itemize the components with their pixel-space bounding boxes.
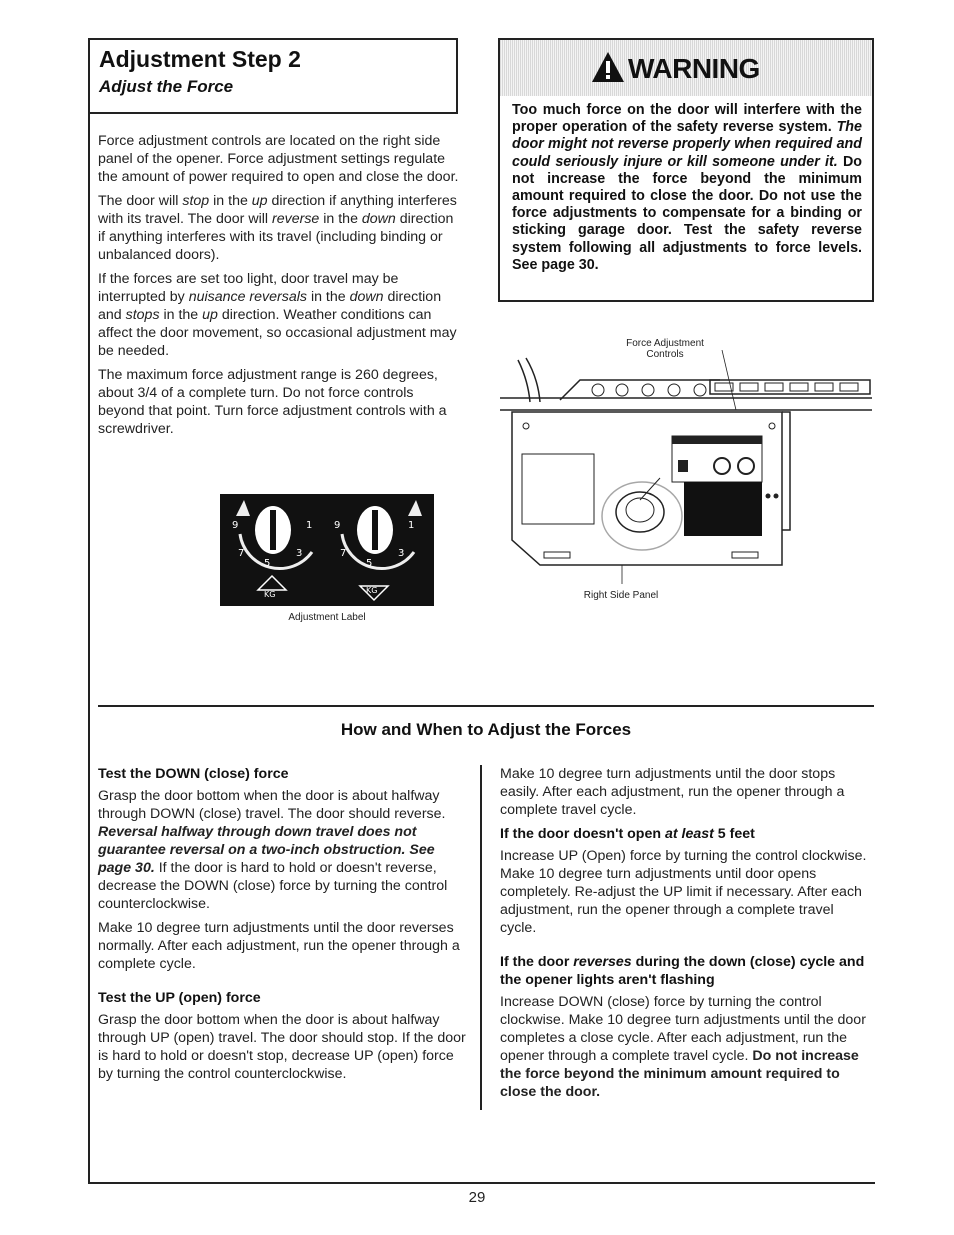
adjustment-label-figure <box>220 494 434 606</box>
right-paragraph-3: Increase DOWN (close) force by turning the control clockwise. Make 10 degree turn adjustments until the door completes a close cycle. After each adjustment, run the opener through a complete travel cycle. Do not increase the force beyond the minimum amount required to close the door. <box>500 994 866 1100</box>
warning-triangle-icon <box>590 50 626 84</box>
kg-label-left: KG <box>264 590 276 599</box>
step-title: Adjustment Step 2 <box>99 46 301 72</box>
dial-number-7-left: 7 <box>238 548 245 559</box>
page-frame-left <box>88 38 90 1184</box>
dial-number-3-left: 3 <box>296 548 303 559</box>
left-paragraph-1: Grasp the door bottom when the door is about halfway through DOWN (close) travel. The door should reverse. Reversal halfway through down travel does not guarantee reversal on a two-inch obstruction. See page 30. If the door is hard to hold or doesn't reverse, decrease the DOWN (close) force by turning the control counterclockwise. <box>98 788 448 912</box>
adjustment-label-caption: Adjustment Label <box>288 612 366 623</box>
right-column <box>500 765 872 1107</box>
left-paragraph-3: Grasp the door bottom when the door is about halfway through UP (open) travel. The door should stop. If the door is hard to hold or doesn't stop, decrease UP (open) force by turning the control counterclockwise. <box>98 1012 466 1082</box>
kg-label-right: KG <box>366 586 378 595</box>
intro-paragraph-1: Force adjustment controls are located on the right side panel of the opener. Force adjustment settings regulate the amount of power required to open and close the door. <box>98 133 459 185</box>
dial-number-9-right: 9 <box>334 520 341 531</box>
page-frame-bottom <box>88 1182 875 1184</box>
dial-number-1-right: 1 <box>408 520 415 531</box>
section-divider <box>98 705 874 707</box>
heading-door-doesnt-open: If the door doesn't open at least 5 feet <box>500 826 755 842</box>
right-paragraph-2: Increase UP (Open) force by turning the control clockwise. Make 10 degree turn adjustments until door opens completely. Re-adjust the UP limit if necessary. After each adjustment, run the opener through a complete travel cycle. <box>500 848 867 936</box>
section-title: How and When to Adjust the Forces <box>340 720 632 739</box>
step-subtitle: Adjust the Force <box>99 77 234 96</box>
force-controls-caption: Force Adjustment Controls <box>626 338 704 360</box>
warning-title: WARNING <box>628 53 760 84</box>
dial-number-3-right: 3 <box>398 548 405 559</box>
dial-number-9-left: 9 <box>232 520 239 531</box>
right-paragraph-1: Make 10 degree turn adjustments until the door stops easily. After each adjustment, run the opener through a complete travel cycle. <box>500 766 845 818</box>
intro-paragraph-4: The maximum force adjustment range is 260 degrees, about 3/4 of a complete turn. Do not force controls beyond that point. Turn force adjustment controls with a screwdriver. <box>98 367 447 437</box>
left-paragraph-2: Make 10 degree turn adjustments until the door reverses normally. After each adjustment, run the opener through a complete cycle. <box>98 920 460 972</box>
heading-test-down-force: Test the DOWN (close) force <box>98 766 289 782</box>
dial-number-1-left: 1 <box>306 520 313 531</box>
left-column <box>98 765 466 1089</box>
column-divider <box>480 765 482 1110</box>
right-side-panel-figure <box>500 350 875 590</box>
intro-paragraph-3: If the forces are set too light, door travel may be interrupted by nuisance reversals in the down direction and stops in the up direction. Weather conditions can affect the door movement, so occasional adjustment may be needed. <box>98 271 457 359</box>
heading-test-up-force: Test the UP (open) force <box>98 990 261 1006</box>
dial-number-5-left: 5 <box>264 558 271 569</box>
right-side-panel-caption: Right Side Panel <box>583 590 659 601</box>
warning-text: Too much force on the door will interfere with the proper operation of the safety reverse system. The door might not reverse properly when required and could seriously injure or kill someone under it. Do not increase the force beyond the minimum amount required to close the door. Do not use the force adjustments to compensate for a binding or sticking garage door. Test the safety reverse system following all adjustments to force levels. See page 30. <box>512 102 862 273</box>
dial-number-5-right: 5 <box>366 558 373 569</box>
intro-text <box>98 132 463 444</box>
intro-paragraph-2: The door will stop in the up direction if anything interferes with its travel. The door will reverse in the down direction if anything interferes with its travel (including binding or unbalanced doors). <box>98 193 457 263</box>
dial-number-7-right: 7 <box>340 548 347 559</box>
heading-door-reverses: If the door reverses during the down (close) cycle and the opener lights aren't flashing <box>500 954 865 988</box>
page-number: 29 <box>468 1189 486 1206</box>
